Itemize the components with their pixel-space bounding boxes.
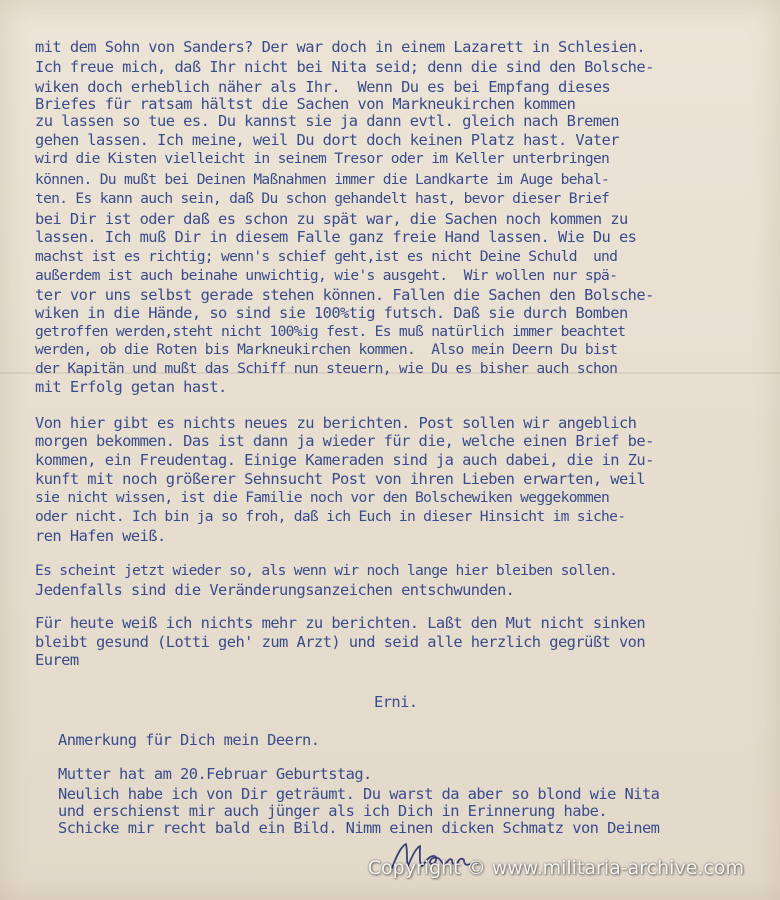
letter-line: bleibt gesund (Lotti geh' zum Arzt) und seid alle herzlich gegrüßt von [35,633,646,651]
letter-line: wird die Kisten vielleicht in seinem Tresor oder im Keller unterbringen [35,150,610,167]
letter-line: Ich freue mich, daß Ihr nicht bei Nita seid; denn die sind den Bolsche- [35,58,654,76]
letter-line: wiken doch erheblich näher als Ihr. Wenn Du es bei Empfang dieses [35,78,611,96]
letter-line: kommen, ein Freudentag. Einige Kameraden sind ja auch dabei, die in Zu- [35,451,654,469]
letter-line: gehen lassen. Ich meine, weil Du dort doch keinen Platz hast. Vater [35,131,619,149]
letter-line: ter vor uns selbst gerade stehen können. Fallen die Sachen den Bolsche- [35,286,654,304]
letter-line: der Kapitän und mußt das Schiff nun steuern, wie Du es bisher auch schon [35,360,618,377]
letter-line: oder nicht. Ich bin ja so froh, daß ich Euch in dieser Hinsicht im siche- [35,508,626,525]
letter-line: bei Dir ist oder daß es schon zu spät war, die Sachen noch kommen zu [35,210,628,228]
note-heading: Anmerkung für Dich mein Deern. [58,731,320,749]
note-line: und erschienst mir auch jünger als ich Dich in Erinnerung habe. [58,802,608,820]
letter-line: Briefes für ratsam hältst die Sachen von Markneukirchen kommen [35,95,576,113]
letter-line: ren Hafen weiß. [35,527,166,545]
letter-line: außerdem ist auch beinahe unwichtig, wie's ausgeht. Wir wollen nur spä- [35,267,618,284]
letter-line: Von hier gibt es nichts neues zu berichten. Post sollen wir angeblich [35,414,637,432]
letter-line: getroffen werden,steht nicht 100%ig fest. Es muß natürlich immer beachtet [35,323,626,340]
letter-line: lassen. Ich muß Dir in diesem Falle ganz freie Hand lassen. Wie Du es [35,228,637,246]
letter-line: Es scheint jetzt wieder so, als wenn wir noch lange hier bleiben sollen. [35,562,618,579]
letter-line: mit dem Sohn von Sanders? Der war doch in einem Lazarett in Schlesien. [35,38,646,56]
letter-line: Für heute weiß ich nichts mehr zu berichten. Laßt den Mut nicht sinken [35,614,646,632]
letter-line: wiken in die Hände, so sind sie 100%tig futsch. Daß sie durch Bomben [35,304,628,322]
letter-line: mit Erfolg getan hast. [35,378,227,396]
letter-line: ten. Es kann auch sein, daß Du schon gehandelt hast, bevor dieser Brief [35,190,610,207]
letter-line: morgen bekommen. Das ist dann ja wieder für die, welche einen Brief be- [35,432,654,450]
letter-line: kunft mit noch größerer Sehnsucht Post von ihren Lieben erwarten, weil [35,470,646,488]
letter-line: können. Du mußt bei Deinen Maßnahmen immer die Landkarte im Auge behal- [35,171,610,188]
letter-line: Jedenfalls sind die Veränderungsanzeichen entschwunden. [35,581,515,599]
letter-line: zu lassen so tue es. Du kannst sie ja dann evtl. gleich nach Bremen [35,112,619,130]
letter-line: machst ist es richtig; wenn's schief geht,ist es nicht Deine Schuld und [35,248,618,265]
letter-line: Eurem [35,651,79,669]
note-birthday: Mutter hat am 20.Februar Geburtstag. [58,765,372,783]
letter-line: sie nicht wissen, ist die Familie noch vor den Bolschewiken weggekommen [35,489,610,506]
copyright-watermark: Copyright © www.militaria-archive.com [367,857,744,879]
note-line: Neulich habe ich von Dir geträumt. Du warst da aber so blond wie Nita [58,785,660,803]
note-line: Schicke mir recht bald ein Bild. Nimm einen dicken Schmatz von Deinem [58,819,660,837]
letter-line: werden, ob die Roten bis Markneukirchen kommen. Also mein Deern Du bist [35,341,618,358]
sender-signoff: Erni. [374,693,418,711]
